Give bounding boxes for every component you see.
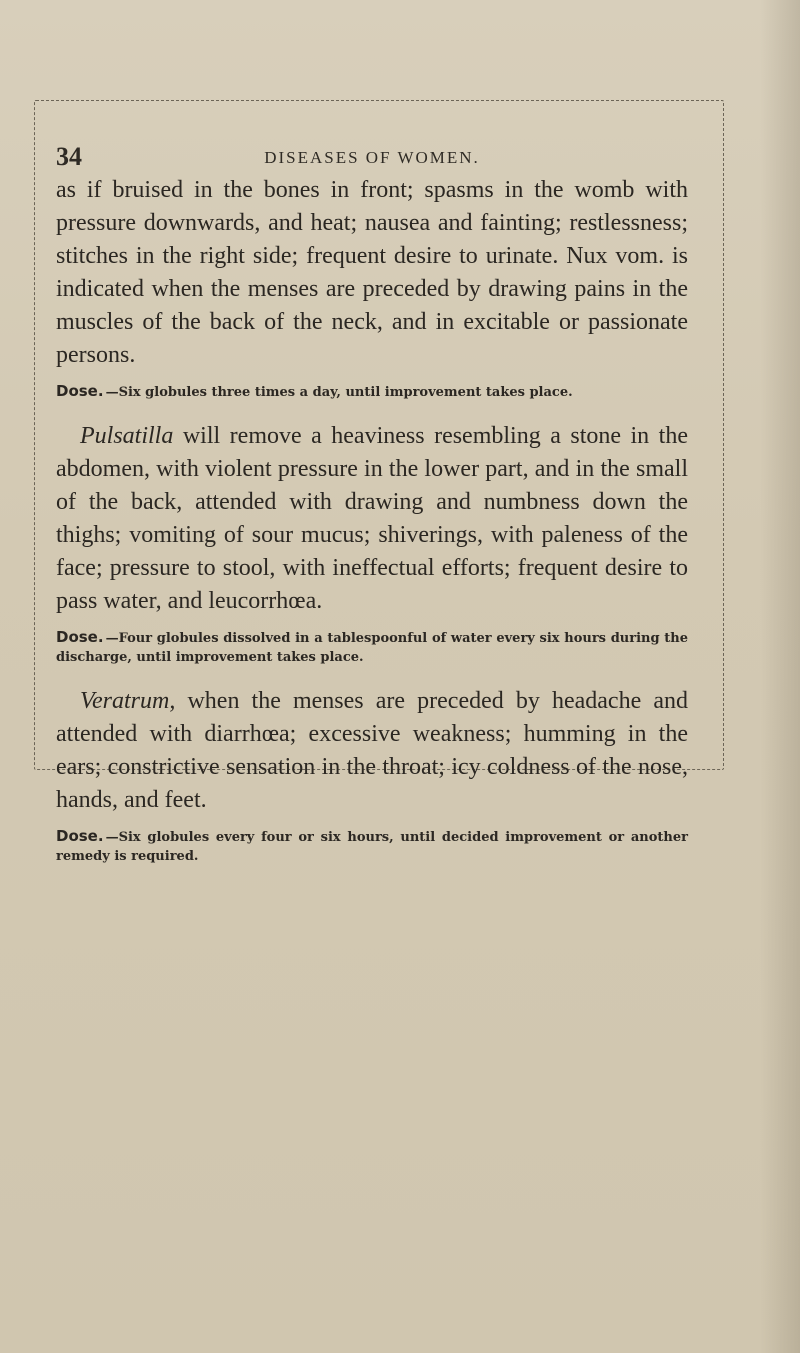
dose-label: Dose. <box>56 382 104 400</box>
dose-text: —Six globules three times a day, until improvement takes place. <box>105 385 573 400</box>
running-title: DISEASES OF WOMEN. <box>264 148 480 167</box>
running-head <box>56 142 688 172</box>
remedy-name: Veratrum, <box>80 688 176 714</box>
page-edge-shadow <box>760 0 800 1353</box>
paragraph-veratrum <box>56 685 688 817</box>
paragraph-nux-vomica-continuation <box>56 174 688 372</box>
remedy-name: Pulsatilla <box>80 423 174 449</box>
page-number: 34 <box>56 142 82 171</box>
dose-text: —Four globules dissolved in a tablespoonful of water every six hours during the discharge, until improvement takes place. <box>56 631 688 665</box>
dose-text: —Six globules every four or six hours, until decided improvement or another remedy is required. <box>56 830 688 864</box>
paragraph-pulsatilla <box>56 420 688 618</box>
dose-note-veratrum <box>56 827 688 866</box>
dose-label: Dose. <box>56 827 104 845</box>
dose-note-pulsatilla <box>56 628 688 667</box>
paragraph-text: as if bruised in the bones in front; spasms in the womb with pressure downwards, and heat; nausea and fainting; restlessness; stitches in the right side; frequent desire to urinate. Nux vom. is indicated when the menses are preceded by drawing pains in the muscles of the back of the neck, and in excitable or passionate persons. <box>56 177 688 368</box>
text-block <box>56 174 688 884</box>
paragraph-text: when the menses are preceded by headache and attended with diarrhœa; excessive weakness; humming in the ears; constrictive sensation in the throat; icy coldness of the nose, hands, and feet. <box>56 688 688 813</box>
dose-label: Dose. <box>56 628 104 646</box>
dose-note-nux-vomica <box>56 382 688 402</box>
paragraph-text: will remove a heaviness resembling a stone in the abdomen, with violent pressure in the lower part, and in the small of the back, attended with drawing and numbness down the thighs; vomiting of sour mucus; shiverings, with paleness of the face; pressure to stool, with ineffectual efforts; frequent desire to pass water, and leucorrhœa. <box>56 423 688 614</box>
